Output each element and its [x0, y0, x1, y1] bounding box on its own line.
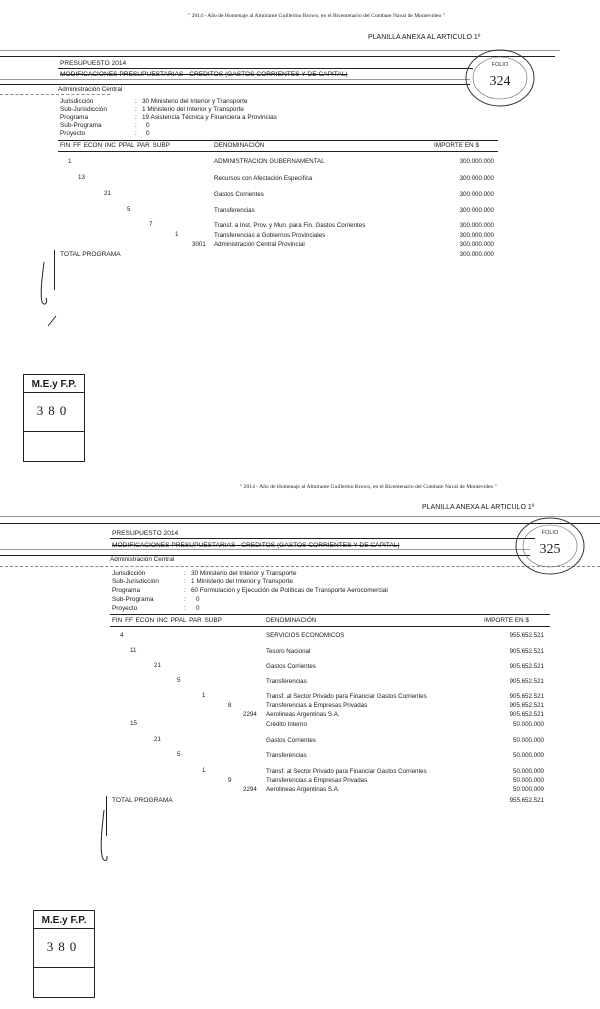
admin-central-label: Administración Central — [110, 556, 175, 563]
modificaciones-title: MODIFICACIONES PRESUPUESTARIAS - CREDITOS (GASTOS CORRIENTES Y DE CAPITAL) — [60, 71, 348, 78]
field-label: Programa — [60, 114, 89, 121]
row-code: 21 — [104, 190, 111, 197]
row-code: 1 — [202, 692, 206, 699]
svg-text:FOLIO: FOLIO — [541, 530, 559, 536]
row-denominacion: Gastos Corrientes — [266, 737, 316, 744]
row-code: 9 — [228, 777, 232, 784]
planilla-title: PLANILLA ANEXA AL ARTICULO 1º — [368, 34, 481, 41]
svg-text:FOLIO: FOLIO — [491, 62, 509, 68]
field-value: 1 Ministerio del Interior y Transporte — [142, 106, 244, 113]
col-codes-header: FIN FF ECON INC PPAL PAR SUBP — [60, 142, 170, 149]
row-code: 3001 — [192, 241, 206, 248]
row-code: 11 — [130, 647, 137, 654]
field-value: 0 — [196, 596, 200, 603]
col-importe-header: IMPORTE EN $ — [484, 617, 529, 624]
row-amount: 905.652.521 — [509, 648, 544, 655]
row-denominacion: Administración Central Provincial — [214, 241, 305, 248]
row-code: 1 — [175, 231, 179, 238]
field-value: 0 — [196, 605, 200, 612]
row-code: 5 — [177, 677, 181, 684]
folio-seal — [464, 48, 536, 108]
row-amount: 955.652.521 — [509, 632, 544, 639]
row-amount: 300.000.000 — [459, 175, 494, 182]
planilla-title: PLANILLA ANEXA AL ARTICULO 1º — [422, 504, 535, 511]
row-code: 21 — [154, 662, 161, 669]
row-denominacion: Transf. al Sector Privado para Financiar Gastos Corrientes — [266, 693, 427, 700]
presupuesto-label: PRESUPUESTO 2014 — [60, 60, 127, 67]
row-denominacion: Transf. al Sector Privado para Financiar Gastos Corrientes — [266, 768, 427, 775]
row-amount: 905.652.521 — [509, 702, 544, 709]
row-amount: 300.000.000 — [459, 191, 494, 198]
row-code: 4 — [120, 632, 124, 639]
handwritten-mark — [30, 258, 70, 338]
field-value: 1 Ministerio del Interior y Transporte — [191, 578, 293, 585]
row-code: 1 — [202, 767, 206, 774]
col-importe-header: IMPORTE EN $ — [434, 142, 479, 149]
row-denominacion: Transferencias a Empresas Privadas — [266, 702, 368, 709]
row-denominacion: Transferencias — [214, 207, 255, 214]
row-denominacion: Transferencias a Empresas Privadas — [266, 777, 368, 784]
handwritten-mark — [90, 806, 120, 876]
row-code: 8 — [228, 702, 232, 709]
total-amount: 300.000.000 — [459, 251, 494, 258]
meyfp-stamp: M.E.y F.P. 380 — [33, 910, 95, 998]
field-value: 60 Formulación y Ejecución de Políticas de Transporte Aerocomercial — [191, 587, 388, 594]
row-code: 1 — [68, 158, 72, 165]
row-denominacion: Transferencias a Gobiernos Provinciales — [214, 232, 326, 239]
row-amount: 50.000.000 — [513, 737, 544, 744]
row-amount: 300.000.000 — [459, 158, 494, 165]
col-codes-header: FIN FF ECON INC PPAL PAR SUBP — [112, 617, 222, 624]
folio-seal — [514, 516, 586, 576]
row-denominacion: Gastos Corrientes — [214, 191, 264, 198]
row-amount: 50.000.000 — [513, 786, 544, 793]
field-value: 30 Ministerio del Interior y Transporte — [142, 98, 248, 105]
row-denominacion: SERVICIOS ECONOMICOS — [266, 632, 345, 639]
field-value: 0 — [146, 122, 150, 129]
row-denominacion: Crédito Interno — [266, 721, 307, 728]
row-amount: 905.652.521 — [509, 711, 544, 718]
row-amount: 905.652.521 — [509, 693, 544, 700]
row-code: 2294 — [243, 786, 257, 793]
motto-text: " 2014 - Año de Homenaje al Almirante Guillermo Brown, en el Bicentenario del Combate Naval de Montevideo " — [240, 484, 497, 490]
col-denominacion-header: DENOMINACIÓN — [214, 142, 265, 149]
row-denominacion: Recursos con Afectación Específica — [214, 175, 313, 182]
svg-text:325: 325 — [539, 542, 561, 557]
field-label: Proyecto — [112, 605, 138, 612]
field-label: Jurisdicción — [60, 98, 94, 105]
field-label: Sub-Programa — [112, 596, 154, 603]
field-label: Proyecto — [60, 130, 86, 137]
row-code: 5 — [177, 751, 181, 758]
field-label: Sub-Programa — [60, 122, 102, 129]
row-code: 2294 — [243, 711, 257, 718]
col-denominacion-header: DENOMINACIÓN — [266, 617, 317, 624]
modificaciones-title: MODIFICACIONES PRESUPUESTARIAS - CREDITOS (GASTOS CORRIENTES Y DE CAPITAL) — [112, 542, 400, 549]
row-amount: 905.652.521 — [509, 663, 544, 670]
field-label: Jurisdicción — [112, 570, 146, 577]
row-denominacion: Transferencias — [266, 752, 307, 759]
row-denominacion: Transf. a Inst. Prov. y Mun. para Fin. Gastos Corrientes — [214, 222, 366, 229]
row-amount: 50.000.000 — [513, 752, 544, 759]
row-denominacion: Aerolineas Argentinas S.A. — [266, 786, 340, 793]
row-amount: 300.000.000 — [459, 222, 494, 229]
meyfp-stamp: M.E.y F.P. 380 — [23, 374, 85, 462]
row-amount: 50.000.000 — [513, 777, 544, 784]
presupuesto-label: PRESUPUESTO 2014 — [112, 530, 179, 537]
row-code: 15 — [130, 720, 137, 727]
row-denominacion: Gastos Corrientes — [266, 663, 316, 670]
row-denominacion: Transferencias — [266, 678, 307, 685]
row-code: 7 — [149, 221, 153, 228]
row-code: 5 — [127, 206, 131, 213]
row-code: 13 — [78, 174, 85, 181]
field-value: 0 — [146, 130, 150, 137]
svg-text:324: 324 — [489, 74, 511, 89]
row-amount: 300.000.000 — [459, 232, 494, 239]
row-denominacion: Tesoro Nacional — [266, 648, 311, 655]
row-denominacion: ADMINISTRACION GUBERNAMENTAL — [214, 158, 325, 165]
row-amount: 300.000.000 — [459, 207, 494, 214]
row-amount: 300.000.000 — [459, 241, 494, 248]
field-value: 30 Ministerio del Interior y Transporte — [191, 570, 297, 577]
admin-central-label: Administración Central — [58, 86, 123, 93]
motto-text: " 2014 - Año de Homenaje al Almirante Guillermo Brown, en el Bicentenario del Combate Naval de Montevideo " — [188, 13, 445, 19]
field-value: 19 Asistencia Técnica y Financiera a Provincias — [142, 114, 277, 121]
field-label: Sub-Jurisdicción — [60, 106, 107, 113]
row-amount: 905.652.521 — [509, 678, 544, 685]
total-label: TOTAL PROGRAMA — [112, 797, 173, 804]
row-amount: 50.000.000 — [513, 768, 544, 775]
total-label: TOTAL PROGRAMA — [60, 251, 121, 258]
total-amount: 955.652.521 — [509, 797, 544, 804]
row-code: 21 — [154, 736, 161, 743]
field-label: Programa — [112, 587, 141, 594]
field-label: Sub-Jurisdicción — [112, 578, 159, 585]
row-amount: 50.000.000 — [513, 721, 544, 728]
row-denominacion: Aerolineas Argentinas S.A. — [266, 711, 340, 718]
